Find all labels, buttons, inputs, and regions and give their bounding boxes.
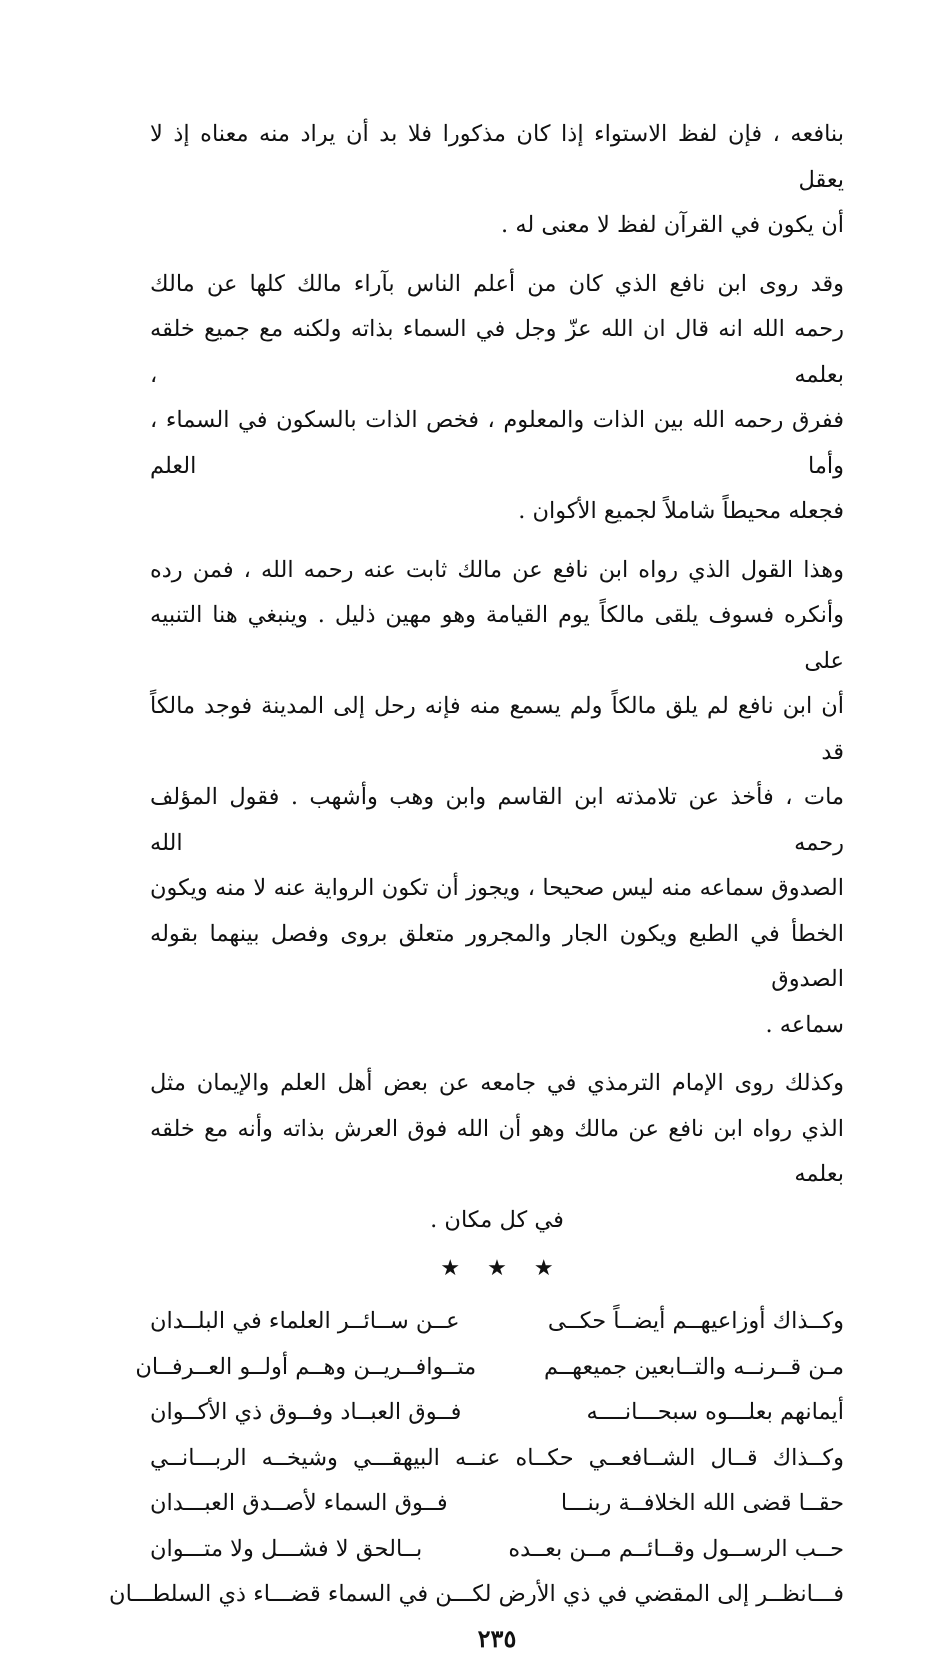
paragraph-line: سماعه . [765, 1011, 844, 1038]
poem-verse [150, 1390, 844, 1436]
paragraph-line: فجعله محيطاً شاملاً لجميع الأكوان . [518, 498, 844, 524]
section-separator: ★ ★ ★ [440, 1256, 564, 1281]
poem [109, 1299, 844, 1618]
paragraph-line: الصدوق سماعه منه ليس صحيحا ، ويجوز أن تكون الرواية عنه لا منه ويكون [150, 875, 844, 901]
verse-full-line: وكــذاك قــال الشــافعــي حكــاه عنــه البيهقـــي وشيخــه الربـــانــي [150, 1444, 844, 1471]
paragraph-line: وكذلك روى الإمام الترمذي في جامعه عن بعض أهل العلم والإيمان مثل [150, 1070, 844, 1096]
paragraph-4 [150, 1061, 844, 1243]
poem-verse [150, 1436, 844, 1482]
verse-second-hemistich: عــن ســائــر العلماء في البلــدان [150, 1308, 460, 1334]
verse-second-hemistich: فــوق العبــاد وفــوق ذي الأكــوان [150, 1399, 462, 1425]
poem-verse [150, 1527, 844, 1573]
poem-verse [150, 1481, 844, 1527]
text-body [150, 112, 844, 1243]
paragraph-line: وهذا القول الذي رواه ابن نافع عن مالك ثابت عنه رحمه الله ، فمن رده [150, 556, 844, 583]
paragraph-line: بنافعه ، فإن لفظ الاستواء إذا كان مذكورا فلا بد أن يراد منه معناه إذ لا يعقل [150, 121, 844, 193]
paragraph-line: أن ابن نافع لم يلق مالكاً ولم يسمع منه فإنه رحل إلى المدينة فوجد مالكاً قد [150, 693, 844, 765]
paragraph-line: في كل مكان . [430, 1206, 564, 1233]
paragraph-line: رحمه الله انه قال ان الله عزّ وجل في السماء بذاته ولكنه مع جميع خلقه بعلمه ، [150, 316, 844, 388]
poem-verse [135, 1345, 844, 1391]
paragraph-line: الخطأ في الطبع ويكون الجار والمجرور متعلق بروى وفصل بينهما بقوله الصدوق [150, 920, 844, 992]
verse-first-hemistich: حقــا قضى الله الخلافــة ربنـــا [560, 1490, 844, 1516]
paragraph-line: مات ، فأخذ عن تلامذته ابن القاسم وابن وهب وأشهب . فقول المؤلف رحمه الله [150, 784, 844, 856]
poem-verse [109, 1572, 844, 1618]
paragraph-1 [150, 112, 844, 249]
paragraph-3 [150, 548, 844, 1049]
verse-first-hemistich: وكــذاك أوزاعيهــم أيضــاً حكــى [547, 1308, 844, 1334]
verse-full-line: فـــانظــر إلى المقضي في ذي الأرض لكـــن في السماء قضـــاء ذي السلطـــان [109, 1581, 844, 1607]
paragraph-line: ففرق رحمه الله بين الذات والمعلوم ، فخص الذات بالسكون في السماء ، وأما العلم [150, 407, 844, 479]
paragraph-line: وأنكره فسوف يلقى مالكاً يوم القيامة وهو مهين ذليل . وينبغي هنا التنبيه على [150, 602, 844, 674]
verse-first-hemistich: أيمانهم بعلـــوه سبحـــانــــه [586, 1399, 844, 1425]
verse-second-hemistich: بــالحق لا فشـــل ولا متـــوان [150, 1535, 423, 1562]
verse-second-hemistich: متــوافــريــن وهــم أولــو العــرفــان [135, 1353, 477, 1380]
paragraph-2 [150, 262, 844, 535]
poem-verse [150, 1299, 844, 1345]
page-number: ٢٣٥ [477, 1623, 517, 1653]
paragraph-line: وقد روى ابن نافع الذي كان من أعلم الناس بآراء مالك كلها عن مالك [150, 270, 844, 297]
paragraph-line: الذي رواه ابن نافع عن مالك وهو أن الله فوق العرش بذاته وأنه مع خلقه بعلمه [150, 1115, 844, 1187]
verse-first-hemistich: حــب الرســول وقــائــم مــن بعــده [508, 1535, 844, 1562]
verse-first-hemistich: مـن قــرنــه والتــابعين جميعهــم [543, 1353, 844, 1380]
paragraph-line: أن يكون في القرآن لفظ لا معنى له . [501, 212, 844, 238]
verse-second-hemistich: فــوق السماء لأصــدق العبـــدان [150, 1490, 448, 1516]
